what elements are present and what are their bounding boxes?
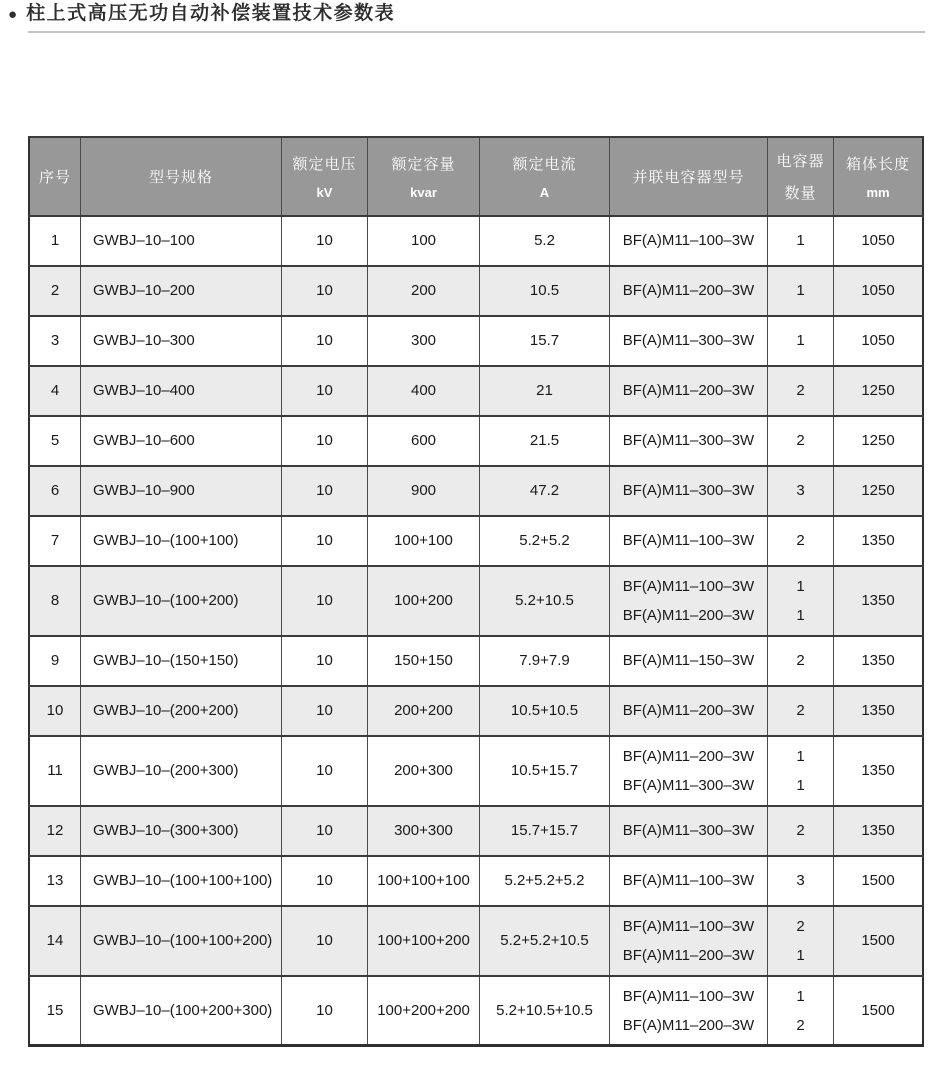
cell-box_length: 1050	[834, 216, 924, 266]
cell-capacitor_qty	[768, 516, 834, 566]
cell-capacitor_model	[610, 366, 768, 416]
cell-current: 21.5	[480, 416, 610, 466]
cell-no: 4	[29, 366, 81, 416]
cell-box_length: 1350	[834, 806, 924, 856]
cell-voltage: 10	[282, 366, 368, 416]
cell-line: 1	[796, 577, 805, 595]
cell-capacitor_qty	[768, 366, 834, 416]
table-row	[29, 516, 923, 566]
cell-line: BF(A)M11–100–3W	[622, 232, 755, 250]
table-row	[29, 266, 923, 316]
cell-voltage: 10	[282, 566, 368, 636]
cell-line: 1	[796, 606, 805, 624]
cell-line: BF(A)M11–200–3W	[622, 382, 755, 400]
cell-line: BF(A)M11–300–3W	[622, 482, 755, 500]
cell-line: 1	[796, 946, 805, 964]
cell-line: 3	[796, 872, 805, 890]
cell-capacity: 200+200	[368, 686, 480, 736]
cell-line: 1	[796, 232, 805, 250]
cell-capacitor_qty	[768, 686, 834, 736]
cell-line: 1	[796, 282, 805, 300]
cell-no: 3	[29, 316, 81, 366]
cell-line: 2	[796, 917, 805, 935]
cell-line: 2	[796, 822, 805, 840]
cell-capacity: 300+300	[368, 806, 480, 856]
cell-capacitor_model	[610, 856, 768, 906]
cell-capacitor_qty	[768, 316, 834, 366]
cell-current: 10.5+10.5	[480, 686, 610, 736]
table-row	[29, 906, 923, 976]
table-row	[29, 416, 923, 466]
table-row	[29, 636, 923, 686]
cell-capacitor_model	[610, 686, 768, 736]
cell-model: GWBJ–10–(100+200+300)	[81, 976, 282, 1046]
cell-current: 5.2+5.2+5.2	[480, 856, 610, 906]
cell-line: BF(A)M11–300–3W	[622, 776, 755, 794]
cell-no: 1	[29, 216, 81, 266]
cell-voltage: 10	[282, 636, 368, 686]
cell-current: 10.5+15.7	[480, 736, 610, 806]
cell-capacity: 100+200	[368, 566, 480, 636]
cell-current: 15.7	[480, 316, 610, 366]
cell-line: 2	[796, 652, 805, 670]
cell-line: 1	[796, 332, 805, 350]
cell-box_length: 1350	[834, 736, 924, 806]
cell-model: GWBJ–10–(300+300)	[81, 806, 282, 856]
cell-line: 1	[796, 987, 805, 1005]
cell-no: 5	[29, 416, 81, 466]
cell-model: GWBJ–10–(200+300)	[81, 736, 282, 806]
cell-capacitor_qty	[768, 736, 834, 806]
cell-voltage: 10	[282, 266, 368, 316]
cell-line: 1	[796, 776, 805, 794]
cell-box_length: 1250	[834, 466, 924, 516]
cell-capacity: 100	[368, 216, 480, 266]
cell-voltage: 10	[282, 736, 368, 806]
cell-current: 5.2+5.2+10.5	[480, 906, 610, 976]
cell-no: 7	[29, 516, 81, 566]
cell-capacity: 300	[368, 316, 480, 366]
cell-capacitor_qty	[768, 266, 834, 316]
cell-line: BF(A)M11–100–3W	[622, 532, 755, 550]
cell-line: BF(A)M11–200–3W	[622, 606, 755, 624]
cell-current: 5.2+10.5+10.5	[480, 976, 610, 1046]
cell-line: BF(A)M11–150–3W	[622, 652, 755, 670]
cell-voltage: 10	[282, 806, 368, 856]
cell-no: 10	[29, 686, 81, 736]
cell-capacity: 150+150	[368, 636, 480, 686]
title-divider	[28, 31, 925, 33]
cell-model: GWBJ–10–400	[81, 366, 282, 416]
cell-line: 1	[796, 747, 805, 765]
cell-capacitor_qty	[768, 856, 834, 906]
cell-current: 15.7+15.7	[480, 806, 610, 856]
cell-model: GWBJ–10–(200+200)	[81, 686, 282, 736]
cell-capacitor_qty	[768, 466, 834, 516]
table-row	[29, 806, 923, 856]
cell-line: BF(A)M11–300–3W	[622, 332, 755, 350]
col-header-voltage: 额定电压 kV	[282, 137, 368, 216]
spec-table	[28, 136, 924, 1048]
cell-capacitor_qty	[768, 806, 834, 856]
cell-no: 15	[29, 976, 81, 1046]
table-row	[29, 736, 923, 806]
cell-voltage: 10	[282, 906, 368, 976]
cell-line: 2	[796, 532, 805, 550]
cell-line: BF(A)M11–100–3W	[622, 917, 755, 935]
cell-capacitor_qty	[768, 976, 834, 1046]
cell-capacitor_model	[610, 516, 768, 566]
cell-capacitor_qty	[768, 636, 834, 686]
cell-capacitor_model	[610, 636, 768, 686]
page-title: 柱上式高压无功自动补偿装置技术参数表	[26, 3, 396, 24]
cell-model: GWBJ–10–200	[81, 266, 282, 316]
cell-voltage: 10	[282, 466, 368, 516]
table-row	[29, 366, 923, 416]
cell-line: BF(A)M11–200–3W	[622, 946, 755, 964]
cell-no: 11	[29, 736, 81, 806]
cell-voltage: 10	[282, 976, 368, 1046]
cell-capacity: 100+100+200	[368, 906, 480, 976]
cell-model: GWBJ–10–(100+100+100)	[81, 856, 282, 906]
cell-capacitor_qty	[768, 566, 834, 636]
cell-model: GWBJ–10–300	[81, 316, 282, 366]
cell-capacity: 400	[368, 366, 480, 416]
cell-line: 2	[796, 382, 805, 400]
cell-model: GWBJ–10–(100+200)	[81, 566, 282, 636]
table-row	[29, 976, 923, 1046]
cell-capacity: 100+100+100	[368, 856, 480, 906]
cell-capacitor_model	[610, 266, 768, 316]
cell-capacitor_model	[610, 416, 768, 466]
cell-capacitor_model	[610, 806, 768, 856]
cell-line: BF(A)M11–200–3W	[622, 1016, 755, 1034]
cell-capacitor_model	[610, 906, 768, 976]
cell-capacitor_model	[610, 466, 768, 516]
cell-current: 5.2+5.2	[480, 516, 610, 566]
cell-model: GWBJ–10–(150+150)	[81, 636, 282, 686]
cell-line: 2	[796, 432, 805, 450]
cell-no: 2	[29, 266, 81, 316]
col-header-capacity: 额定容量 kvar	[368, 137, 480, 216]
cell-box_length: 1350	[834, 636, 924, 686]
cell-no: 8	[29, 566, 81, 636]
table-row	[29, 856, 923, 906]
cell-model: GWBJ–10–(100+100)	[81, 516, 282, 566]
cell-capacitor_model	[610, 566, 768, 636]
spec-table-body	[29, 216, 923, 1046]
cell-current: 10.5	[480, 266, 610, 316]
col-header-model: 型号规格	[81, 137, 282, 216]
cell-voltage: 10	[282, 416, 368, 466]
cell-no: 6	[29, 466, 81, 516]
cell-box_length: 1250	[834, 416, 924, 466]
cell-capacity: 100+100	[368, 516, 480, 566]
cell-current: 5.2	[480, 216, 610, 266]
cell-capacity: 900	[368, 466, 480, 516]
page-header	[0, 0, 950, 26]
cell-capacitor_model	[610, 736, 768, 806]
col-header-capacitor_qty: 电容器 数量	[768, 137, 834, 216]
cell-capacity: 600	[368, 416, 480, 466]
cell-voltage: 10	[282, 516, 368, 566]
cell-model: GWBJ–10–100	[81, 216, 282, 266]
col-header-box_length: 箱体长度 mm	[834, 137, 924, 216]
cell-voltage: 10	[282, 216, 368, 266]
cell-capacity: 200	[368, 266, 480, 316]
cell-current: 5.2+10.5	[480, 566, 610, 636]
header-row	[29, 137, 923, 216]
cell-line: BF(A)M11–100–3W	[622, 872, 755, 890]
cell-box_length: 1350	[834, 516, 924, 566]
table-row	[29, 316, 923, 366]
cell-box_length: 1500	[834, 906, 924, 976]
cell-box_length: 1350	[834, 686, 924, 736]
cell-voltage: 10	[282, 686, 368, 736]
cell-line: BF(A)M11–200–3W	[622, 747, 755, 765]
cell-line: BF(A)M11–200–3W	[622, 282, 755, 300]
cell-capacitor_qty	[768, 216, 834, 266]
cell-no: 14	[29, 906, 81, 976]
col-header-capacitor_model: 并联电容器型号	[610, 137, 768, 216]
cell-line: 2	[796, 1016, 805, 1034]
cell-capacity: 100+200+200	[368, 976, 480, 1046]
cell-box_length: 1350	[834, 566, 924, 636]
cell-line: BF(A)M11–300–3W	[622, 432, 755, 450]
cell-capacitor_qty	[768, 906, 834, 976]
cell-line: 3	[796, 482, 805, 500]
cell-line: BF(A)M11–300–3W	[622, 822, 755, 840]
cell-voltage: 10	[282, 316, 368, 366]
cell-box_length: 1050	[834, 316, 924, 366]
cell-capacitor_qty	[768, 416, 834, 466]
table-row	[29, 566, 923, 636]
bullet-icon: ●	[8, 5, 18, 23]
cell-no: 12	[29, 806, 81, 856]
table-row	[29, 466, 923, 516]
cell-box_length: 1500	[834, 856, 924, 906]
cell-model: GWBJ–10–900	[81, 466, 282, 516]
cell-no: 13	[29, 856, 81, 906]
cell-line: BF(A)M11–200–3W	[622, 702, 755, 720]
cell-voltage: 10	[282, 856, 368, 906]
cell-box_length: 1500	[834, 976, 924, 1046]
spec-table-head	[29, 137, 923, 216]
cell-capacitor_model	[610, 216, 768, 266]
cell-line: BF(A)M11–100–3W	[622, 987, 755, 1005]
cell-capacitor_model	[610, 316, 768, 366]
col-header-no: 序号	[29, 137, 81, 216]
cell-box_length: 1250	[834, 366, 924, 416]
cell-model: GWBJ–10–(100+100+200)	[81, 906, 282, 976]
cell-current: 7.9+7.9	[480, 636, 610, 686]
cell-line: BF(A)M11–100–3W	[622, 577, 755, 595]
cell-box_length: 1050	[834, 266, 924, 316]
cell-no: 9	[29, 636, 81, 686]
cell-capacitor_model	[610, 976, 768, 1046]
cell-line: 2	[796, 702, 805, 720]
cell-model: GWBJ–10–600	[81, 416, 282, 466]
cell-current: 47.2	[480, 466, 610, 516]
table-row	[29, 686, 923, 736]
col-header-current: 额定电流 A	[480, 137, 610, 216]
table-row	[29, 216, 923, 266]
cell-current: 21	[480, 366, 610, 416]
cell-capacity: 200+300	[368, 736, 480, 806]
